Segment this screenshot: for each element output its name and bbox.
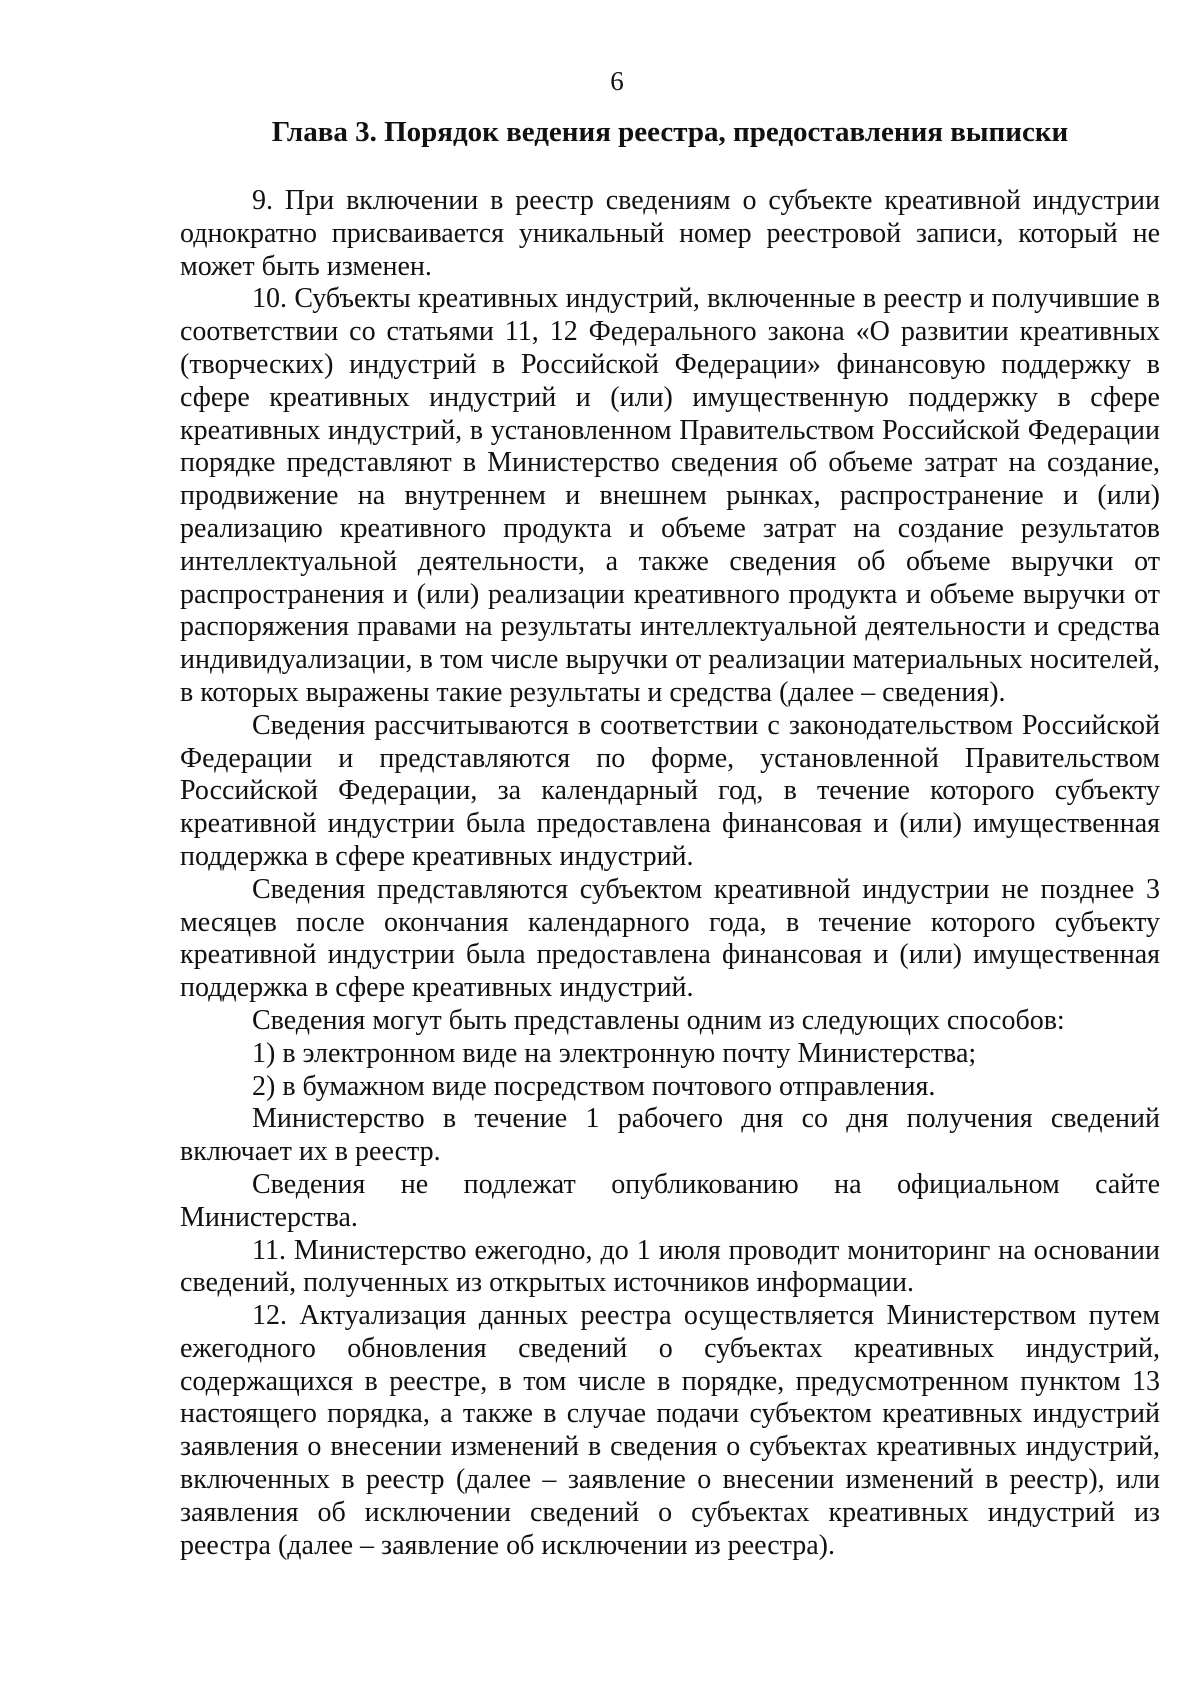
paragraph-methods-intro: Сведения могут быть представлены одним из следующих способов: xyxy=(252,1004,1065,1036)
page-number: 6 xyxy=(610,66,624,96)
paragraph-10: 10. Субъекты креативных индустрий, включенные в реестр и получившие в соответствии со статьями 11, 12 Федерального закона «О развитии креативных (творческих) индустрий в Российской Федерации» финансовую поддержку в сфере креативных индустрий и (или) имущественную поддержку в сфере креативных индустрий, в установленном Правительством Российской Федерации порядке представляют в Министерство сведения об объеме затрат на создание, продвижение на внутреннем и внешнем рынках, распространение и (или) реализацию креативного продукта и объеме затрат на создание результатов интеллектуальной деятельности, а также сведения об объеме выручки от распространения и (или) реализации креативного продукта и объеме выручки от распоряжения правами на результаты интеллектуальной деятельности и средства индивидуализации, в том числе выручки от реализации материальных носителей, в которых выражены такие результаты и средства (далее – сведения). xyxy=(180,283,1160,708)
paragraph-12: 12. Актуализация данных реестра осуществляется Министерством путем ежегодного обновления сведений о субъектах креативных индустрий, содержащихся в реестре, в том числе в порядке, предусмотренном пунктом 13 настоящего порядка, а также в случае подачи субъектом креативных индустрий заявления о внесении изменений в сведения о субъектах креативных индустрий, включенных в реестр (далее – заявление о внесении изменений в реестр), или заявления об исключении сведений о субъектах креативных индустрий из реестра (далее – заявление об исключении из реестра). xyxy=(180,1300,1160,1561)
document-body xyxy=(180,185,1160,1562)
list-item-paper: 2) в бумажном виде посредством почтового отправления. xyxy=(252,1070,936,1102)
paragraph-publication: Сведения не подлежат опубликованию на официальном сайте Министерства. xyxy=(180,1168,1160,1233)
chapter-title: Глава 3. Порядок ведения реестра, предоставления выписки xyxy=(271,116,1069,148)
paragraph-calculation: Сведения рассчитываются в соответствии с законодательством Российской Федерации и представляются по форме, установленной Правительством Российской Федерации, за календарный год, в течение которого субъекту креативной индустрии была предоставлена финансовая и (или) имущественная поддержка в сфере креативных индустрий. xyxy=(180,709,1160,872)
paragraph-9: 9. При включении в реестр сведениям о субъекте креативной индустрии однократно присваивается уникальный номер реестровой записи, который не может быть изменен. xyxy=(180,185,1160,282)
paragraph-11: 11. Министерство ежегодно, до 1 июля проводит мониторинг на основании сведений, полученных из открытых источников информации. xyxy=(180,1234,1160,1299)
paragraph-inclusion: Министерство в течение 1 рабочего дня со дня получения сведений включает их в реестр. xyxy=(180,1103,1160,1168)
list-item-electronic: 1) в электронном виде на электронную почту Министерства; xyxy=(252,1037,977,1069)
paragraph-deadline: Сведения представляются субъектом креативной индустрии не позднее 3 месяцев после окончания календарного года, в течение которого субъекту креативной индустрии была предоставлена финансовая и (или) имущественная поддержка в сфере креативных индустрий. xyxy=(180,873,1160,1004)
